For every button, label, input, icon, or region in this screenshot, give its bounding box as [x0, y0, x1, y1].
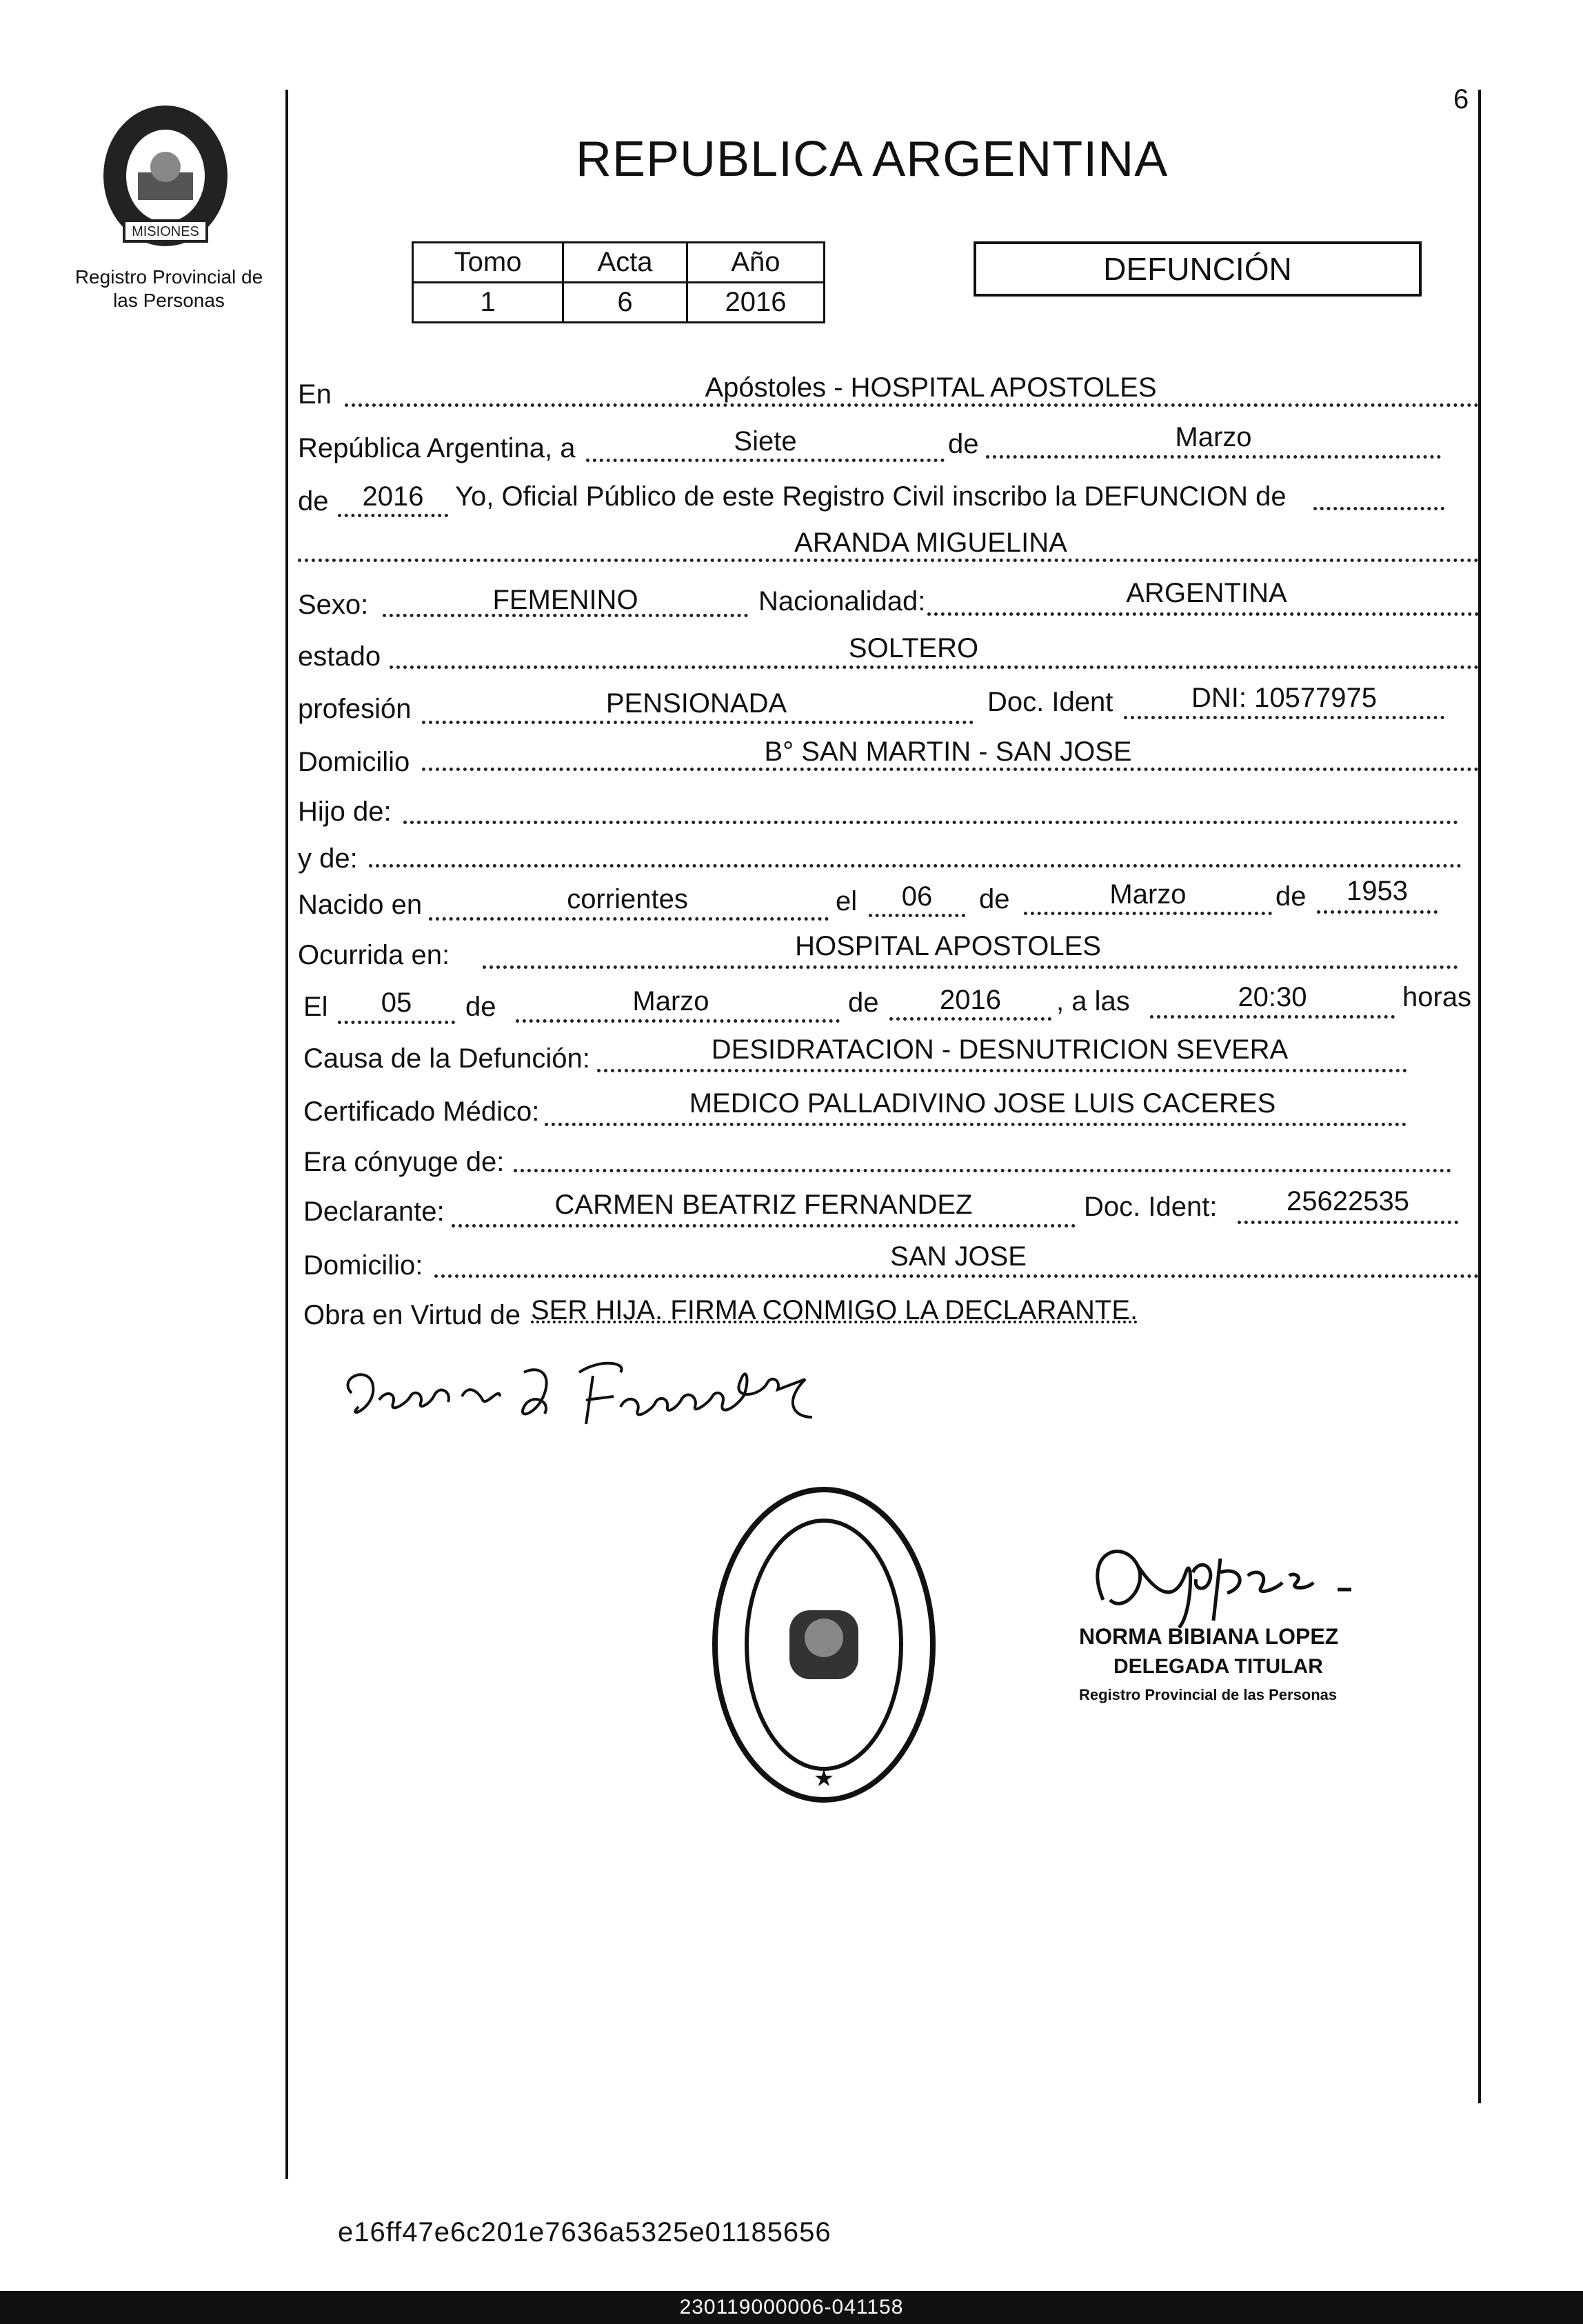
sexo-label: Sexo:: [298, 590, 369, 620]
register-header-row: [413, 243, 825, 283]
death-day: 05: [381, 988, 412, 1018]
domicilio2-value: SAN JOSE: [890, 1241, 1027, 1272]
alas-label: , a las: [1056, 986, 1130, 1016]
declarante-value: CARMEN BEATRIZ FERNANDEZ: [554, 1190, 973, 1220]
birth-de2-label: de: [1276, 881, 1307, 912]
logo-lettering: MISIONES: [132, 224, 199, 239]
birth-month-line: [1024, 912, 1272, 915]
causa-label: Causa de la Defunción:: [303, 1043, 590, 1074]
seal-star: ★: [813, 1765, 835, 1792]
birth-day: 06: [901, 881, 933, 912]
acta-header: Acta: [563, 243, 687, 283]
birth-year-line: [1317, 910, 1438, 914]
profesion-value: PENSIONADA: [605, 688, 787, 719]
nacido-label: Nacido en: [298, 890, 423, 920]
death-year-line: [889, 1017, 1051, 1021]
el-label: el: [836, 886, 858, 916]
official-line: [1313, 507, 1444, 510]
obra-label: Obra en Virtud de: [303, 1300, 521, 1330]
official-role: DELEGADA TITULAR: [1113, 1655, 1323, 1678]
nacido-value: corrientes: [567, 884, 688, 914]
nacionalidad-label: Nacionalidad:: [758, 586, 926, 617]
death-de2-label: de: [848, 988, 879, 1018]
left-margin-line: [285, 90, 288, 2179]
barcode-bar: [0, 2291, 1583, 2324]
acta-value: 6: [563, 283, 687, 323]
nacionalidad-line: [927, 612, 1479, 616]
domicilio-label: Domicilio: [298, 747, 410, 777]
ocurrida-line: [483, 965, 1458, 969]
causa-value: DESIDRATACION - DESNUTRICION SEVERA: [711, 1034, 1289, 1065]
declarante-label: Declarante:: [303, 1196, 445, 1227]
death-time-line: [1150, 1015, 1395, 1019]
declarante-line: [452, 1224, 1076, 1228]
doc2-line: [1238, 1221, 1458, 1224]
anio-header: Año: [687, 243, 824, 283]
death-de1-label: de: [465, 992, 496, 1022]
tomo-value: 1: [413, 283, 563, 323]
conyuge-line: [514, 1169, 1451, 1172]
doc-line: [1124, 716, 1444, 719]
anio-value: 2016: [687, 283, 824, 323]
domicilio-line: [422, 768, 1479, 771]
obra-value: SER HIJA. FIRMA CONMIGO LA DECLARANTE.: [531, 1295, 1138, 1325]
nacionalidad-value: ARGENTINA: [1126, 578, 1287, 608]
deceased-name: ARANDA MIGUELINA: [794, 528, 1067, 558]
doc2-label: Doc. Ident:: [1084, 1192, 1218, 1222]
year-line: [338, 514, 448, 517]
day-line: [586, 459, 945, 462]
death-time: 20:30: [1238, 982, 1307, 1012]
register-table: [412, 241, 825, 323]
official-text: Yo, Oficial Público de este Registro Civil inscribo la DEFUNCION de: [455, 481, 1287, 512]
yde-label: y de:: [298, 843, 358, 874]
ocurrida-value: HOSPITAL APOSTOLES: [795, 931, 1101, 961]
right-margin-line: [1478, 90, 1481, 2103]
hijo-line: [403, 821, 1458, 824]
registry-seal: [710, 1483, 938, 1807]
record-type: DEFUNCIÓN: [1103, 251, 1292, 287]
nacido-line: [429, 917, 829, 921]
ocurrida-label: Ocurrida en:: [298, 940, 450, 970]
month-value: Marzo: [1175, 422, 1252, 452]
official-name: NORMA BIBIANA LOPEZ: [1079, 1624, 1339, 1649]
doc2-value: 25622535: [1287, 1186, 1409, 1216]
death-year: 2016: [940, 985, 1001, 1015]
document-hash: e16ff47e6c201e7636a5325e01185656: [338, 2217, 831, 2247]
birth-month: Marzo: [1109, 879, 1187, 910]
doc-label: Doc. Ident: [987, 687, 1113, 717]
domicilio2-line: [434, 1274, 1479, 1278]
barcode-number: 230119000006-041158: [679, 2296, 904, 2318]
en-value: Apóstoles - HOSPITAL APOSTOLES: [705, 372, 1157, 403]
horas-label: horas: [1402, 982, 1472, 1012]
birth-day-line: [869, 914, 965, 917]
en-label: En: [298, 379, 332, 410]
causa-line: [597, 1069, 1407, 1072]
certificado-label: Certificado Médico:: [303, 1096, 540, 1127]
record-type-box: [974, 241, 1422, 297]
sexo-value: FEMENINO: [492, 585, 638, 615]
en-line: [345, 403, 1479, 407]
hijo-label: Hijo de:: [298, 797, 392, 827]
declarant-signature: [331, 1352, 910, 1448]
de2-label: de: [298, 486, 329, 517]
year-value: 2016: [362, 481, 424, 512]
estado-line: [390, 665, 1479, 669]
profesion-line: [422, 721, 974, 724]
page-title: REPUBLICA ARGENTINA: [576, 132, 1169, 187]
death-day-line: [338, 1021, 455, 1024]
death-month-line: [516, 1019, 840, 1023]
certificado-value: MEDICO PALLADIVINO JOSE LUIS CACERES: [689, 1088, 1276, 1119]
domicilio2-label: Domicilio:: [303, 1250, 423, 1281]
page-number: 6: [1453, 84, 1469, 114]
month-line: [986, 455, 1441, 459]
republica-label: República Argentina, a: [298, 433, 576, 463]
profesion-label: profesión: [298, 694, 412, 724]
province-logo: [97, 103, 234, 252]
de-label: de: [948, 429, 979, 459]
certificado-line: [545, 1123, 1406, 1126]
registry-name: Registro Provincial de las Personas: [74, 266, 263, 311]
domicilio-value: B° SAN MARTIN - SAN JOSE: [764, 737, 1132, 767]
day-value: Siete: [734, 426, 797, 457]
yde-line: [369, 864, 1462, 868]
register-value-row: [413, 283, 825, 323]
tomo-header: Tomo: [413, 243, 563, 283]
death-month: Marzo: [632, 986, 709, 1016]
estado-label: estado: [298, 641, 381, 672]
name-line: [298, 559, 1479, 562]
estado-value: SOLTERO: [848, 633, 979, 663]
birth-de1-label: de: [979, 884, 1010, 914]
el2-label: El: [303, 992, 328, 1022]
doc-value: DNI: 10577975: [1191, 683, 1378, 713]
official-org: Registro Provincial de las Personas: [1079, 1686, 1338, 1703]
birth-year: 1953: [1347, 876, 1408, 906]
conyuge-label: Era cónyuge de:: [303, 1147, 505, 1177]
